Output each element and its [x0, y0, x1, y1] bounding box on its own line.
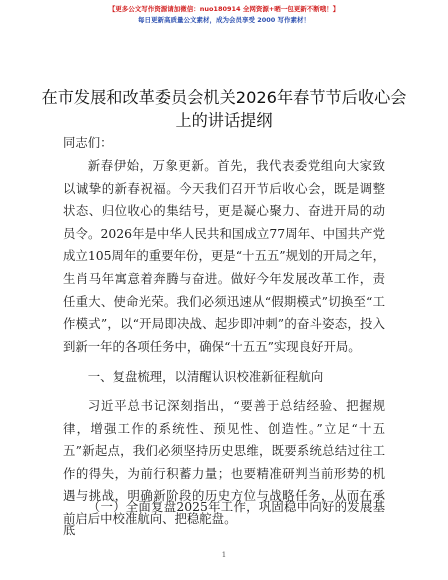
- subsection-heading-1: （一）全面复盘2025年工作，巩固稳中向好的发展基底: [63, 499, 385, 537]
- section-1-paragraph: 习近平总书记深刻指出，“要善于总结经验、把握规律，增强工作的系统性、预见性、创造性。”立足“十五五”新起点，我们必须坚持历史思维，既要系统总结过往工作的得失，为前行积蓄力量；也要精准研判当前形势的机遇与挑战，明确新阶段的历史方位与战略任务，从而在承前启后中校准航向、把稳舵盘。: [63, 398, 385, 526]
- greeting: 同志们：: [63, 135, 113, 150]
- document-title: 在市发展和改革委员会机关2026年春节节后收心会上的讲话提纲: [41, 88, 407, 130]
- promo-banner-line-1: 【更多公文写作资源请加微信：nuo180914 全网资源+晒一包更新不断哦！】: [108, 5, 340, 13]
- page-number: 1: [221, 551, 227, 559]
- section-heading-1: 一、复盘梳理，以清醒认识校准新征程航向: [87, 369, 324, 384]
- opening-paragraph: 新春伊始，万象更新。首先，我代表委党组向大家致以诚挚的新春祝福。今天我们召开节后收心会，既是调整状态、归位收心的集结号，更是凝心聚力、奋进开局的动员令。2026年是中华人民共和国成立77周年、中国共产党成立105周年的重要年份，更是“十五五”规划的开局之年，生肖马年寓意着奔腾与奋进。做好今年发展改革工作，责任重大、使命光荣。我们必须迅速从“假期模式”切换至“工作模式”，以“开局即决战、起步即冲刺”的奋斗姿态，投入到新一年的各项任务中，确保“十五五”实现良好开局。: [63, 158, 385, 354]
- promo-banner-line-2: 每日更新高质量公文素材，成为会员享受 2000 写作素材！: [137, 16, 311, 24]
